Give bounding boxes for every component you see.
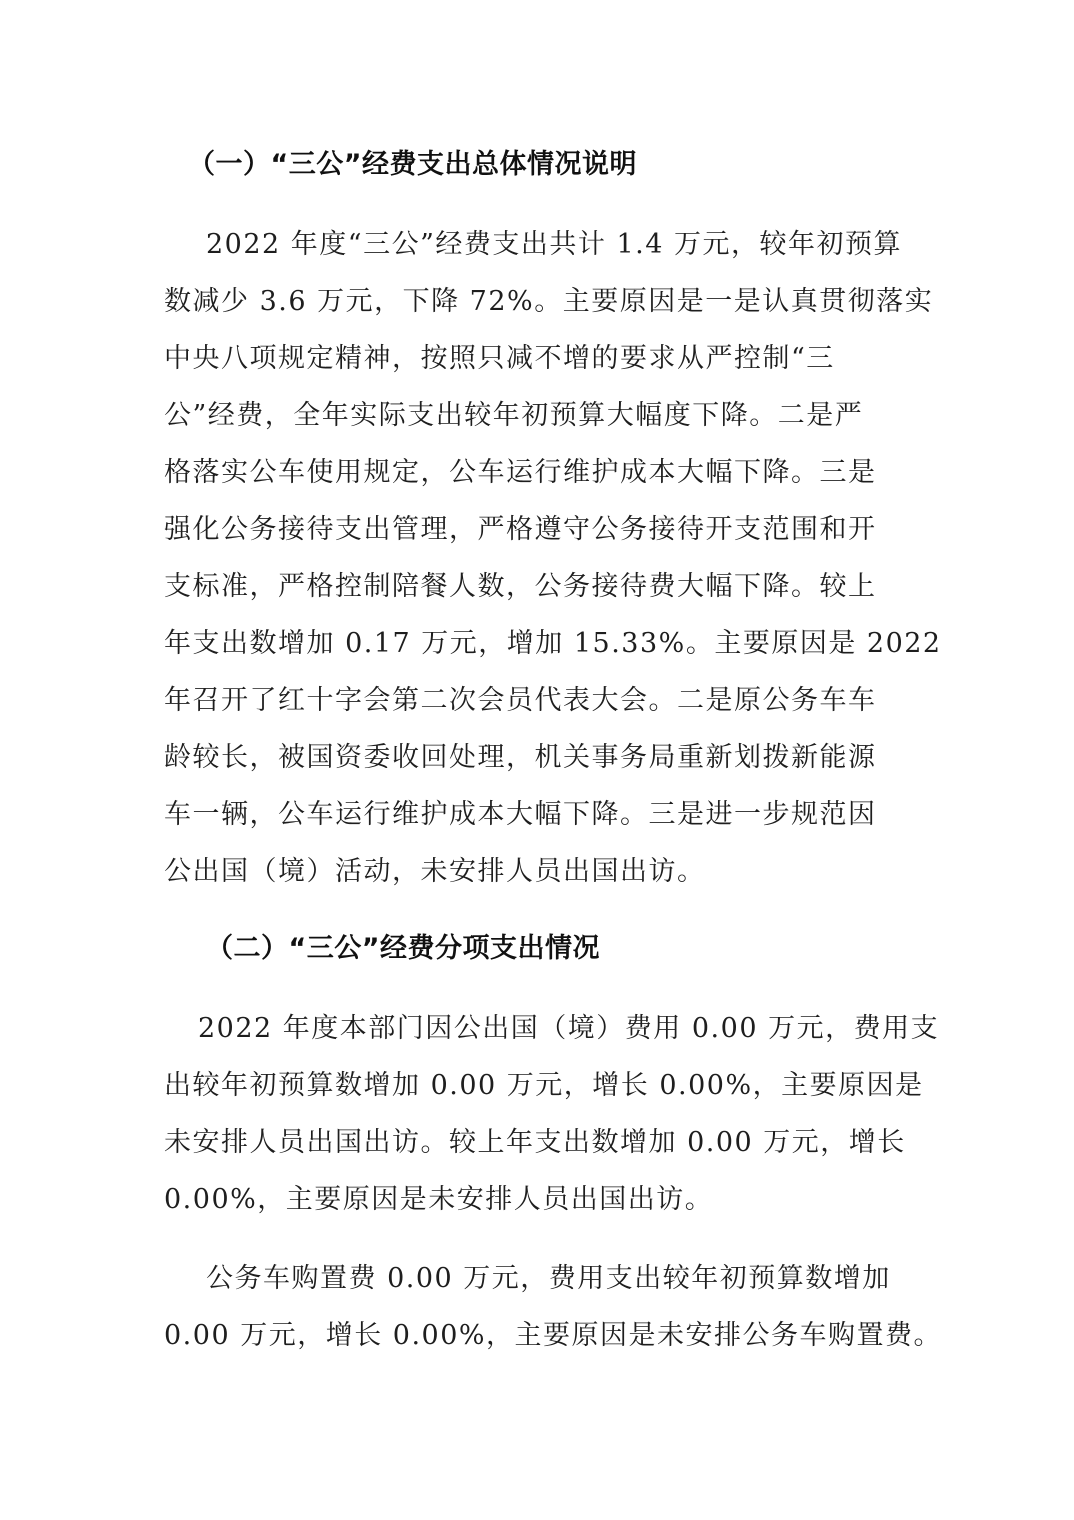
paragraph-line: 2022 年度“三公”经费支出共计 1.4 万元，较年初预算 <box>206 229 903 260</box>
paragraph-line: 0.00 万元，增长 0.00%，主要原因是未安排公务车购置费。 <box>164 1320 943 1351</box>
paragraph-line: 出较年初预算数增加 0.00 万元，增长 0.00%，主要原因是 <box>164 1070 924 1101</box>
paragraph-line: 未安排人员出国出访。较上年支出数增加 0.00 万元，增长 <box>164 1127 906 1158</box>
paragraph-line: 中央八项规定精神，按照只减不增的要求从严控制“三 <box>164 343 835 374</box>
section-heading-itemized: （二）“三公”经费分项支出情况 <box>206 933 600 964</box>
paragraph-line: 年召开了红十字会第二次会员代表大会。二是原公务车车 <box>164 685 877 716</box>
paragraph-line: 年支出数增加 0.17 万元，增加 15.33%。主要原因是 2022 <box>164 628 942 659</box>
paragraph-line: 公务车购置费 0.00 万元，费用支出较年初预算数增加 <box>206 1263 891 1294</box>
paragraph-line: 强化公务接待支出管理，严格遵守公务接待开支范围和开 <box>164 514 877 545</box>
paragraph-line: 公”经费，全年实际支出较年初预算大幅度下降。二是严 <box>164 400 864 431</box>
paragraph-line: 数减少 3.6 万元，下降 72%。主要原因是一是认真贯彻落实 <box>164 286 934 317</box>
paragraph-line: 0.00%，主要原因是未安排人员出国出访。 <box>164 1184 714 1215</box>
paragraph-line: 支标准，严格控制陪餐人数，公务接待费大幅下降。较上 <box>164 571 877 602</box>
paragraph-line: 公出国（境）活动，未安排人员出国出访。 <box>164 856 706 887</box>
section-heading-overall: （一）“三公”经费支出总体情况说明 <box>188 149 637 180</box>
paragraph-line: 格落实公车使用规定，公车运行维护成本大幅下降。三是 <box>164 457 877 488</box>
paragraph-line: 2022 年度本部门因公出国（境）费用 0.00 万元，费用支 <box>198 1013 940 1044</box>
paragraph-line: 车一辆，公车运行维护成本大幅下降。三是进一步规范因 <box>164 799 877 830</box>
paragraph-line: 龄较长，被国资委收回处理，机关事务局重新划拨新能源 <box>164 742 877 773</box>
